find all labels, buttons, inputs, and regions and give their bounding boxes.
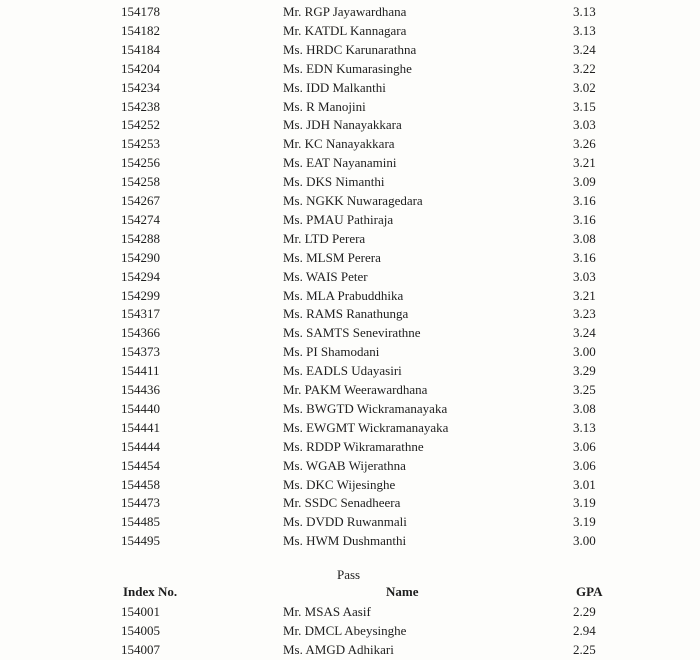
- gpa-cell: 3.22: [573, 60, 596, 76]
- index-cell: 154495: [121, 533, 160, 549]
- gpa-cell: 3.21: [573, 155, 596, 171]
- index-cell: 154436: [121, 382, 160, 397]
- gpa-cell: 3.00: [573, 344, 596, 360]
- table-row: [0, 59, 700, 78]
- name-cell: Mr. PAKM Weerawardhana: [283, 382, 428, 397]
- index-cell: 154290: [121, 249, 160, 265]
- index-cell: 154178: [121, 4, 160, 19]
- table-row: [0, 361, 700, 380]
- gpa-cell: 3.16: [573, 211, 596, 227]
- index-cell: 154267: [121, 193, 160, 208]
- name-cell: Ms. MLSM Perera: [283, 249, 381, 265]
- name-cell: Ms. BWGTD Wickramanayaka: [283, 400, 448, 416]
- index-cell: 154441: [121, 419, 160, 435]
- table-row: [0, 531, 700, 550]
- gpa-cell: 3.16: [573, 249, 596, 265]
- index-cell: 154184: [121, 41, 160, 57]
- table-row: [0, 512, 700, 531]
- table-row: [0, 78, 700, 97]
- table-row: [0, 248, 700, 267]
- name-cell: Ms. DKS Nimanthi: [283, 174, 385, 190]
- gpa-cell: 3.19: [573, 514, 596, 530]
- name-cell: Ms. EWGMT Wickramanayaka: [283, 419, 449, 435]
- index-cell: 154288: [121, 230, 160, 246]
- table-row: [0, 399, 700, 418]
- gpa-cell: 3.06: [573, 438, 596, 454]
- table-row: [0, 40, 700, 59]
- name-cell: Mr. SSDC Senadheera: [283, 495, 401, 511]
- gpa-cell: 3.24: [573, 325, 596, 341]
- name-cell: Mr. KC Nanayakkara: [283, 136, 395, 152]
- header-gpa: GPA: [576, 584, 603, 599]
- gpa-cell: 3.08: [573, 400, 596, 416]
- table-row: [0, 640, 700, 659]
- index-cell: 154253: [121, 136, 160, 152]
- gpa-cell: 3.19: [573, 495, 596, 511]
- index-cell: 154454: [121, 457, 160, 473]
- name-cell: Ms. HRDC Karunarathna: [283, 41, 417, 57]
- table-row: [0, 191, 700, 210]
- pass-table-header: [0, 583, 700, 601]
- index-cell: 154234: [121, 79, 160, 95]
- table-row: [0, 456, 700, 475]
- table-row: [0, 493, 700, 512]
- name-cell: Mr. KATDL Kannagara: [283, 22, 407, 38]
- table-row: [0, 621, 700, 640]
- table-row: [0, 437, 700, 456]
- table-row: [0, 304, 700, 323]
- table-row: [0, 153, 700, 172]
- table-row: [0, 172, 700, 191]
- gpa-cell: 3.25: [573, 382, 596, 397]
- index-cell: 154256: [121, 155, 160, 171]
- gpa-cell: 3.08: [573, 230, 596, 246]
- name-cell: Ms. IDD Malkanthi: [283, 79, 386, 95]
- gpa-cell: 3.02: [573, 79, 596, 95]
- index-cell: 154411: [121, 363, 160, 379]
- name-cell: Mr. LTD Perera: [283, 230, 366, 246]
- index-cell: 154258: [121, 174, 160, 190]
- index-cell: 154373: [121, 344, 160, 360]
- name-cell: Mr. DMCL Abeysinghe: [283, 623, 407, 638]
- gpa-cell: 2.94: [573, 623, 596, 638]
- index-cell: 154007: [121, 642, 160, 657]
- gpa-cell: 3.24: [573, 41, 596, 57]
- gpa-cell: 3.13: [573, 22, 596, 38]
- gpa-cell: 3.03: [573, 117, 596, 133]
- index-cell: 154444: [121, 438, 160, 454]
- index-cell: 154274: [121, 211, 160, 227]
- gpa-cell: 3.21: [573, 287, 596, 303]
- name-cell: Ms. MLA Prabuddhika: [283, 287, 404, 303]
- table-row: [0, 97, 700, 116]
- name-cell: Ms. EAT Nayanamini: [283, 155, 397, 171]
- table-row: [0, 380, 700, 399]
- table-row: [0, 418, 700, 437]
- name-cell: Mr. MSAS Aasif: [283, 604, 371, 619]
- table-row: [0, 134, 700, 153]
- table-row: [0, 323, 700, 342]
- header-name: Name: [386, 584, 419, 599]
- index-cell: 154317: [121, 306, 160, 322]
- gpa-cell: 3.01: [573, 476, 596, 492]
- name-cell: Ms. R Manojini: [283, 98, 366, 114]
- table-row: [0, 210, 700, 229]
- table-row: [0, 602, 700, 621]
- gpa-cell: 3.29: [573, 363, 596, 379]
- gpa-cell: 3.09: [573, 174, 596, 190]
- index-cell: 154299: [121, 287, 160, 303]
- index-cell: 154252: [121, 117, 160, 133]
- table-row: [0, 115, 700, 134]
- index-cell: 154440: [121, 400, 160, 416]
- gpa-cell: 3.06: [573, 457, 596, 473]
- name-cell: Ms. HWM Dushmanthi: [283, 533, 407, 549]
- name-cell: Ms. RAMS Ranathunga: [283, 306, 409, 322]
- name-cell: Ms. EDN Kumarasinghe: [283, 60, 412, 76]
- table-row: [0, 475, 700, 494]
- gpa-cell: 2.29: [573, 604, 596, 619]
- name-cell: Ms. DKC Wijesinghe: [283, 476, 396, 492]
- name-cell: Ms. SAMTS Senevirathne: [283, 325, 421, 341]
- gpa-cell: 3.26: [573, 136, 596, 152]
- gpa-cell: 2.25: [573, 642, 596, 657]
- index-cell: 154473: [121, 495, 160, 511]
- name-cell: Ms. WGAB Wijerathna: [283, 457, 406, 473]
- index-cell: 154485: [121, 514, 160, 530]
- index-cell: 154182: [121, 22, 160, 38]
- header-index: Index No.: [123, 584, 178, 599]
- table-row: [0, 286, 700, 305]
- name-cell: Ms. DVDD Ruwanmali: [283, 514, 407, 530]
- table-row: [0, 229, 700, 248]
- index-cell: 154294: [121, 268, 160, 284]
- name-cell: Mr. RGP Jayawardhana: [283, 4, 407, 19]
- gpa-cell: 3.16: [573, 193, 596, 208]
- table-row: [0, 267, 700, 286]
- gpa-cell: 3.13: [573, 4, 596, 19]
- name-cell: Ms. WAIS Peter: [283, 268, 368, 284]
- pass-section-title-text: Pass: [337, 567, 361, 582]
- name-cell: Ms. NGKK Nuwaragedara: [283, 193, 423, 208]
- gpa-cell: 3.03: [573, 268, 596, 284]
- index-cell: 154001: [121, 604, 160, 619]
- name-cell: Ms. JDH Nanayakkara: [283, 117, 402, 133]
- gpa-cell: 3.00: [573, 533, 596, 549]
- name-cell: Ms. EADLS Udayasiri: [283, 363, 402, 379]
- gpa-cell: 3.13: [573, 419, 596, 435]
- index-cell: 154458: [121, 476, 160, 492]
- table-row: [0, 2, 700, 21]
- index-cell: 154238: [121, 98, 160, 114]
- name-cell: Ms. PMAU Pathiraja: [283, 211, 394, 227]
- name-cell: Ms. RDDP Wikramarathne: [283, 438, 424, 454]
- index-cell: 154204: [121, 60, 160, 76]
- gpa-cell: 3.23: [573, 306, 596, 322]
- name-cell: Ms. AMGD Adhikari: [283, 642, 394, 657]
- index-cell: 154005: [121, 623, 160, 638]
- table-row: [0, 342, 700, 361]
- gpa-cell: 3.15: [573, 98, 596, 114]
- index-cell: 154366: [121, 325, 160, 341]
- table-row: [0, 21, 700, 40]
- name-cell: Ms. PI Shamodani: [283, 344, 380, 360]
